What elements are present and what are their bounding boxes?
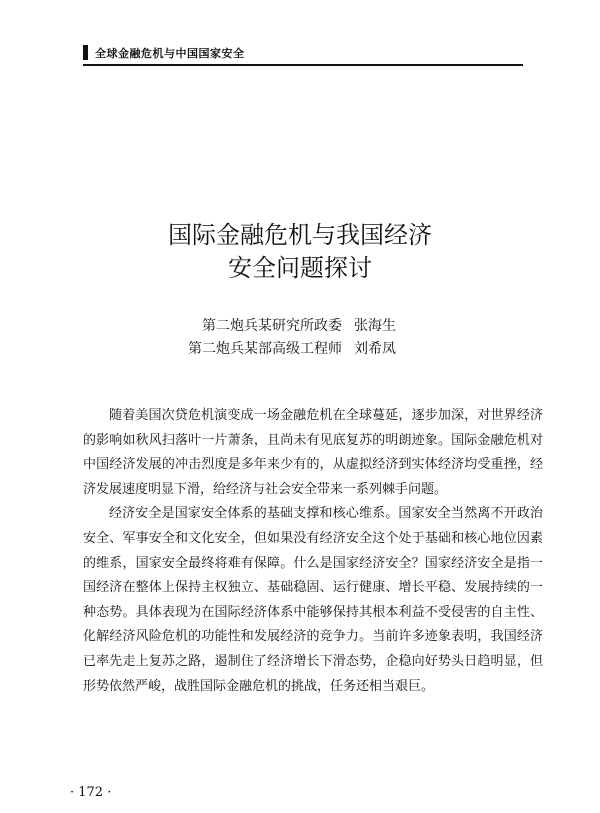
article-body bbox=[83, 404, 543, 699]
author-1-name: 张海生 bbox=[354, 318, 396, 334]
author-2-affiliation: 第二炮兵某部高级工程师 bbox=[188, 341, 342, 357]
author-1 bbox=[202, 317, 396, 335]
paragraph-2: 经济安全是国家安全体系的基础支撑和核心维系。国家安全当然离不开政治安全、军事安全和文化安全，但如果没有经济安全这个处于基础和核心地位因素的维系，国家安全最终将难有保障。什么是国家经济安全？国家经济安全是指一国经济在整体上保持主权独立、基础稳固、运行健康、增长平稳、发展持续的一种态势。具体表现为在国际经济体系中能够保持其根本利益不受侵害的自主性、化解经济风险危机的功能性和发展经济的竞争力。当前许多迹象表明，我国经济已率先走上复苏之路，遏制住了经济增长下滑态势，企稳向好势头日趋明显，但形势依然严峻，战胜国际金融危机的挑战，任务还相当艰巨。 bbox=[83, 506, 543, 694]
author-1-affiliation: 第二炮兵某研究所政委 bbox=[202, 318, 342, 334]
article-title-line-1: 国际金融危机与我国经济 bbox=[168, 221, 432, 249]
article-title-line-2: 安全问题探讨 bbox=[228, 254, 372, 282]
paragraph-1: 随着美国次贷危机演变成一场金融危机在全球蔓延，逐步加深，对世界经济的影响如秋风扫落叶一片萧条，且尚未有见底复苏的明朗迹象。国际金融危机对中国经济发展的冲击烈度是多年来少有的，从虚拟经济到实体经济均受重挫，经济发展速度明显下滑，给经济与社会安全带来一系列棘手问题。 bbox=[83, 408, 543, 497]
running-header bbox=[83, 42, 523, 66]
page-number: · 172 · bbox=[70, 785, 112, 800]
author-2 bbox=[188, 340, 396, 358]
running-title: 全球金融危机与中国国家安全 bbox=[95, 47, 245, 60]
header-marker bbox=[83, 45, 88, 60]
author-2-name: 刘希凤 bbox=[354, 341, 396, 357]
